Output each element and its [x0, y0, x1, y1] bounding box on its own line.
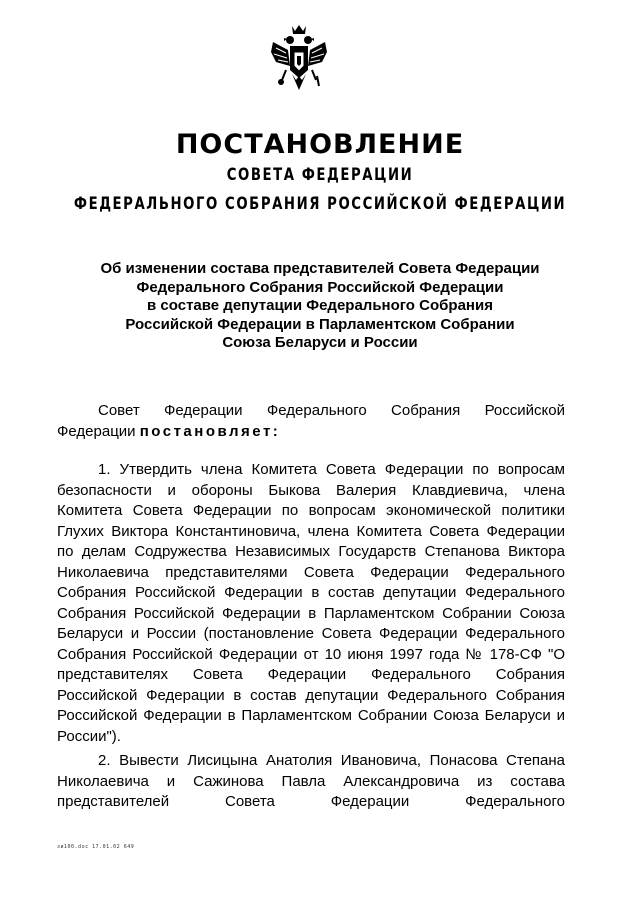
document-title-line: Союза Беларуси и России — [222, 334, 418, 351]
document-file-code: зи100.doc 17.01.02 649 — [57, 844, 135, 850]
document-title-line: в составе депутации Федерального Собрания — [147, 297, 493, 314]
document-type-heading: ПОСТАНОВЛЕНИЕ — [175, 129, 465, 160]
resolution-item-text: 2. Вывести Лисицына Анатолия Ивановича, Понасова Степана Николаевича и Сажинова Павла Александровича из состава представителей Совета Федерации Федерального — [57, 752, 565, 810]
document-title — [40, 260, 600, 353]
preamble-paragraph — [57, 401, 565, 442]
resolution-item-1 — [57, 460, 565, 747]
resolves-word: постановляет: — [139, 422, 281, 440]
document-title-line: Об изменении состава представителей Совета Федерации — [100, 260, 540, 277]
coat-of-arms-icon — [268, 22, 330, 102]
resolution-item-text: 1. Утвердить члена Комитета Совета Федерации по вопросам безопасности и обороны Быкова Валерия Клавдиевича, члена Комитета Совета Федерации по вопросам экономической политики Глухих Виктора Константиновича, члена Комитета Совета Федерации по делам Содружества Независимых Государств Степанова Виктора Николаевича представителями Совета Федерации Федерального Собрания Российской Федерации в состав депутации Федерального Собрания Российской Федерации в Парламентском Собрании Союза Беларуси и России (постановление Совета Федерации Федерального Собрания Российской Федерации от 10 июня 1997 года № 178-СФ "О представителях Совета Федерации Федерального Собрания Российской Федерации в состав депутации Федерального Собрания Российской Федерации в Парламентском Собрании Союза Беларуси и России"). — [57, 461, 565, 745]
document-title-line: Российской Федерации в Парламентском Собрании — [125, 315, 515, 333]
preamble-text: Совет Федерации Федерального Собрания Российской Федерации — [57, 402, 565, 440]
issuer-heading-line1: СОВЕТА ФЕДЕРАЦИИ — [226, 165, 414, 185]
issuer-heading-line2: ФЕДЕРАЛЬНОГО СОБРАНИЯ РОССИЙСКОЙ ФЕДЕРАЦИИ — [73, 194, 567, 214]
preamble — [57, 401, 565, 442]
document-title-line: Федерального Собрания Российской Федерации — [136, 278, 504, 296]
resolution-item-2 — [57, 751, 565, 813]
